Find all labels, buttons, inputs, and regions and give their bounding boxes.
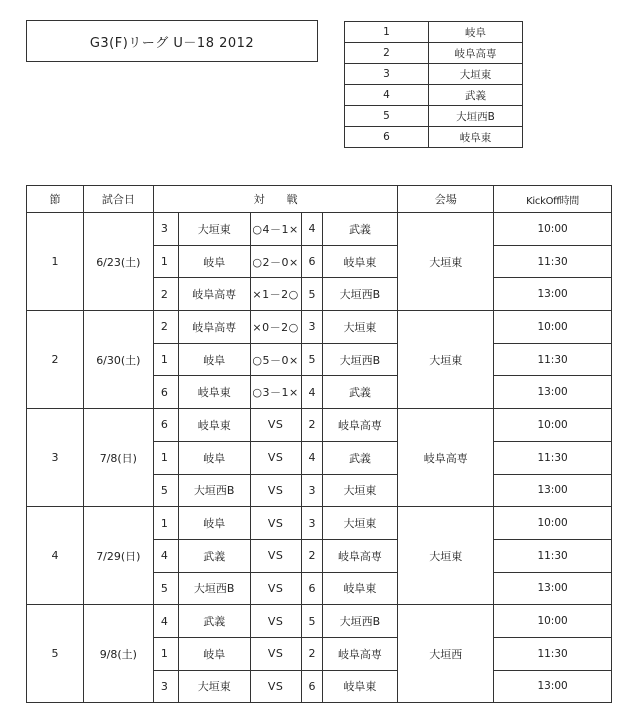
match-result: VS xyxy=(250,670,301,703)
home-team-name: 岐阜東 xyxy=(178,409,250,442)
match-date: 7/8(日) xyxy=(83,409,153,507)
team-number: 6 xyxy=(345,127,429,148)
away-team-number: 3 xyxy=(301,474,322,507)
home-team-number: 6 xyxy=(153,409,178,442)
home-team-number: 1 xyxy=(153,507,178,540)
kickoff-time: 10:00 xyxy=(494,409,612,442)
away-team-number: 2 xyxy=(301,637,322,670)
team-number: 3 xyxy=(345,64,429,85)
away-team-number: 4 xyxy=(301,213,322,246)
team-number: 5 xyxy=(345,106,429,127)
match-date: 6/23(土) xyxy=(83,213,153,311)
venue: 大垣東 xyxy=(398,507,494,605)
away-team-name: 岐阜東 xyxy=(322,245,398,278)
away-team-number: 5 xyxy=(301,278,322,311)
team-row xyxy=(345,127,523,148)
round-number: 5 xyxy=(27,605,84,703)
kickoff-time: 13:00 xyxy=(494,670,612,703)
match-result: VS xyxy=(250,637,301,670)
kickoff-time: 11:30 xyxy=(494,343,612,376)
home-team-number: 2 xyxy=(153,278,178,311)
kickoff-time: 13:00 xyxy=(494,278,612,311)
team-row xyxy=(345,85,523,106)
home-team-name: 岐阜高専 xyxy=(178,311,250,344)
away-team-number: 6 xyxy=(301,670,322,703)
header-kickoff: KickOff時間 xyxy=(494,186,612,213)
away-team-name: 大垣東 xyxy=(322,474,398,507)
home-team-name: 岐阜 xyxy=(178,637,250,670)
kickoff-time: 11:30 xyxy=(494,441,612,474)
kickoff-time: 11:30 xyxy=(494,637,612,670)
home-team-number: 3 xyxy=(153,670,178,703)
round-number: 3 xyxy=(27,409,84,507)
team-name: 岐阜 xyxy=(429,22,523,43)
venue: 大垣東 xyxy=(398,311,494,409)
kickoff-time: 10:00 xyxy=(494,213,612,246)
schedule-header-row xyxy=(27,186,612,213)
match-row xyxy=(27,507,612,540)
away-team-name: 武義 xyxy=(322,376,398,409)
match-result: ×0－2○ xyxy=(250,311,301,344)
header-match: 対 戦 xyxy=(153,186,398,213)
away-team-number: 5 xyxy=(301,343,322,376)
venue: 大垣西 xyxy=(398,605,494,703)
home-team-name: 大垣西B xyxy=(178,572,250,605)
match-result: VS xyxy=(250,572,301,605)
team-name: 大垣西B xyxy=(429,106,523,127)
away-team-name: 大垣西B xyxy=(322,278,398,311)
away-team-number: 6 xyxy=(301,572,322,605)
match-result: VS xyxy=(250,605,301,638)
team-row xyxy=(345,43,523,64)
home-team-name: 岐阜東 xyxy=(178,376,250,409)
home-team-number: 4 xyxy=(153,605,178,638)
match-row xyxy=(27,409,612,442)
kickoff-time: 10:00 xyxy=(494,507,612,540)
home-team-number: 5 xyxy=(153,474,178,507)
away-team-number: 5 xyxy=(301,605,322,638)
kickoff-time: 11:30 xyxy=(494,539,612,572)
home-team-number: 1 xyxy=(153,637,178,670)
away-team-number: 4 xyxy=(301,441,322,474)
home-team-number: 4 xyxy=(153,539,178,572)
home-team-number: 1 xyxy=(153,441,178,474)
away-team-number: 4 xyxy=(301,376,322,409)
schedule-table xyxy=(26,185,612,703)
away-team-name: 武義 xyxy=(322,441,398,474)
round-number: 2 xyxy=(27,311,84,409)
team-name: 岐阜東 xyxy=(429,127,523,148)
kickoff-time: 13:00 xyxy=(494,474,612,507)
page-title: G3(F)リーグ U－18 2012 xyxy=(26,20,318,62)
header-date: 試合日 xyxy=(83,186,153,213)
match-result: ×1－2○ xyxy=(250,278,301,311)
home-team-name: 岐阜 xyxy=(178,245,250,278)
round-number: 1 xyxy=(27,213,84,311)
header-round: 節 xyxy=(27,186,84,213)
match-result: ○3－1× xyxy=(250,376,301,409)
home-team-name: 岐阜 xyxy=(178,507,250,540)
home-team-name: 岐阜 xyxy=(178,343,250,376)
header-venue: 会場 xyxy=(398,186,494,213)
team-name: 大垣東 xyxy=(429,64,523,85)
home-team-name: 岐阜高専 xyxy=(178,278,250,311)
match-date: 7/29(日) xyxy=(83,507,153,605)
match-result: VS xyxy=(250,409,301,442)
match-row xyxy=(27,605,612,638)
match-row xyxy=(27,311,612,344)
match-result: VS xyxy=(250,474,301,507)
away-team-number: 6 xyxy=(301,245,322,278)
team-row xyxy=(345,22,523,43)
home-team-name: 大垣西B xyxy=(178,474,250,507)
match-date: 9/8(土) xyxy=(83,605,153,703)
team-row xyxy=(345,64,523,85)
away-team-name: 大垣西B xyxy=(322,605,398,638)
away-team-name: 岐阜高専 xyxy=(322,409,398,442)
team-number: 2 xyxy=(345,43,429,64)
home-team-name: 大垣東 xyxy=(178,670,250,703)
away-team-name: 大垣東 xyxy=(322,311,398,344)
match-result: VS xyxy=(250,441,301,474)
match-date: 6/30(土) xyxy=(83,311,153,409)
kickoff-time: 13:00 xyxy=(494,572,612,605)
away-team-number: 3 xyxy=(301,507,322,540)
match-result: VS xyxy=(250,539,301,572)
away-team-name: 大垣東 xyxy=(322,507,398,540)
team-number: 1 xyxy=(345,22,429,43)
away-team-name: 岐阜高専 xyxy=(322,539,398,572)
home-team-number: 2 xyxy=(153,311,178,344)
home-team-name: 大垣東 xyxy=(178,213,250,246)
home-team-number: 1 xyxy=(153,245,178,278)
home-team-number: 1 xyxy=(153,343,178,376)
match-row xyxy=(27,213,612,246)
kickoff-time: 10:00 xyxy=(494,605,612,638)
home-team-number: 3 xyxy=(153,213,178,246)
match-result: VS xyxy=(250,507,301,540)
home-team-number: 6 xyxy=(153,376,178,409)
home-team-name: 武義 xyxy=(178,605,250,638)
kickoff-time: 13:00 xyxy=(494,376,612,409)
team-number: 4 xyxy=(345,85,429,106)
kickoff-time: 10:00 xyxy=(494,311,612,344)
round-number: 4 xyxy=(27,507,84,605)
home-team-name: 武義 xyxy=(178,539,250,572)
kickoff-time: 11:30 xyxy=(494,245,612,278)
away-team-name: 大垣西B xyxy=(322,343,398,376)
away-team-name: 岐阜東 xyxy=(322,670,398,703)
away-team-name: 武義 xyxy=(322,213,398,246)
team-row xyxy=(345,106,523,127)
team-name: 武義 xyxy=(429,85,523,106)
match-result: ○5－0× xyxy=(250,343,301,376)
away-team-name: 岐阜高専 xyxy=(322,637,398,670)
home-team-name: 岐阜 xyxy=(178,441,250,474)
match-result: ○4－1× xyxy=(250,213,301,246)
match-result: ○2－0× xyxy=(250,245,301,278)
away-team-number: 2 xyxy=(301,539,322,572)
away-team-name: 岐阜東 xyxy=(322,572,398,605)
away-team-number: 2 xyxy=(301,409,322,442)
venue: 岐阜高専 xyxy=(398,409,494,507)
venue: 大垣東 xyxy=(398,213,494,311)
away-team-number: 3 xyxy=(301,311,322,344)
team-name: 岐阜高専 xyxy=(429,43,523,64)
team-list-table xyxy=(344,21,523,148)
home-team-number: 5 xyxy=(153,572,178,605)
